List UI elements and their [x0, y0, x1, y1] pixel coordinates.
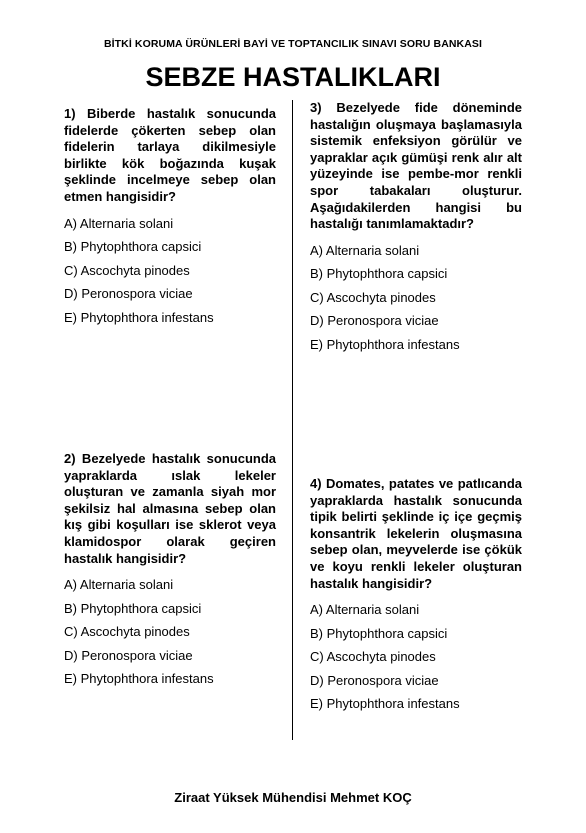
question-3 — [310, 100, 522, 356]
document-header: BİTKİ KORUMA ÜRÜNLERİ BAYİ VE TOPTANCILIK SINAVI SORU BANKASI — [103, 38, 483, 50]
option-a: A) Alternaria solani — [64, 577, 174, 593]
option-b: B) Phytophthora capsici — [310, 625, 448, 641]
question-stem: 4) Domates, patates ve patlıcanda yapraklarda hastalık sonucunda tipik belirti şeklinde iç içe geçmiş konsantrik lekelerin oluşmasına sebep olan, meyvelerde ise çökük ve koyu renkli lekeler oluşturan hastalık hangisidir? — [310, 476, 522, 591]
option-c: C) Ascochyta pinodes — [310, 649, 436, 665]
option-c: C) Ascochyta pinodes — [64, 262, 190, 278]
option-e: E) Phytophthora infestans — [64, 309, 214, 325]
option-c: C) Ascochyta pinodes — [310, 289, 436, 305]
question-4 — [310, 476, 522, 716]
column-divider — [292, 100, 293, 740]
option-d: D) Peronospora viciae — [310, 672, 439, 688]
option-e: E) Phytophthora infestans — [310, 696, 460, 712]
option-a: A) Alternaria solani — [310, 602, 420, 618]
question-stem: 2) Bezelyede hastalık sonucunda yapraklarda ıslak lekeler oluşturan ve zamanla siyah mor şekilsiz hal almasına sebep olan kış gibi koşulları ise sklerot veya klamidospor olarak geçiren hastalık hangisidir? — [64, 451, 276, 566]
question-1 — [64, 106, 276, 329]
option-d: D) Peronospora viciae — [64, 647, 193, 663]
option-c: C) Ascochyta pinodes — [64, 624, 190, 640]
option-e: E) Phytophthora infestans — [64, 671, 214, 687]
option-d: D) Peronospora viciae — [310, 313, 439, 329]
option-d: D) Peronospora viciae — [64, 286, 193, 302]
option-a: A) Alternaria solani — [64, 215, 174, 231]
option-a: A) Alternaria solani — [310, 242, 420, 258]
option-e: E) Phytophthora infestans — [310, 336, 460, 352]
question-stem: 3) Bezelyede fide döneminde hastalığın oluşmaya başlamasıyla sistemik enfeksiyon görülür ve yapraklar açık gümüşi renk alır alt yüzeyinde ise pembe-mor renkli spor tabakaları oluşturur. Aşağıdakilerden hangisi bu hastalığı tanımlamaktadır? — [310, 100, 522, 232]
question-2 — [64, 451, 276, 691]
page-title: SEBZE HASTALIKLARI — [145, 62, 441, 92]
question-stem: 1) Biberde hastalık sonucunda fidelerde çökerten sebep olan fidelerin tarlaya dikilmesiyle birlikte kök boğazında kuşak şeklinde incelmeye sebep olan etmen hangisidir? — [64, 106, 276, 204]
option-b: B) Phytophthora capsici — [310, 266, 448, 282]
option-b: B) Phytophthora capsici — [64, 600, 202, 616]
option-b: B) Phytophthora capsici — [64, 239, 202, 255]
author-footer: Ziraat Yüksek Mühendisi Mehmet KOÇ — [174, 790, 412, 805]
